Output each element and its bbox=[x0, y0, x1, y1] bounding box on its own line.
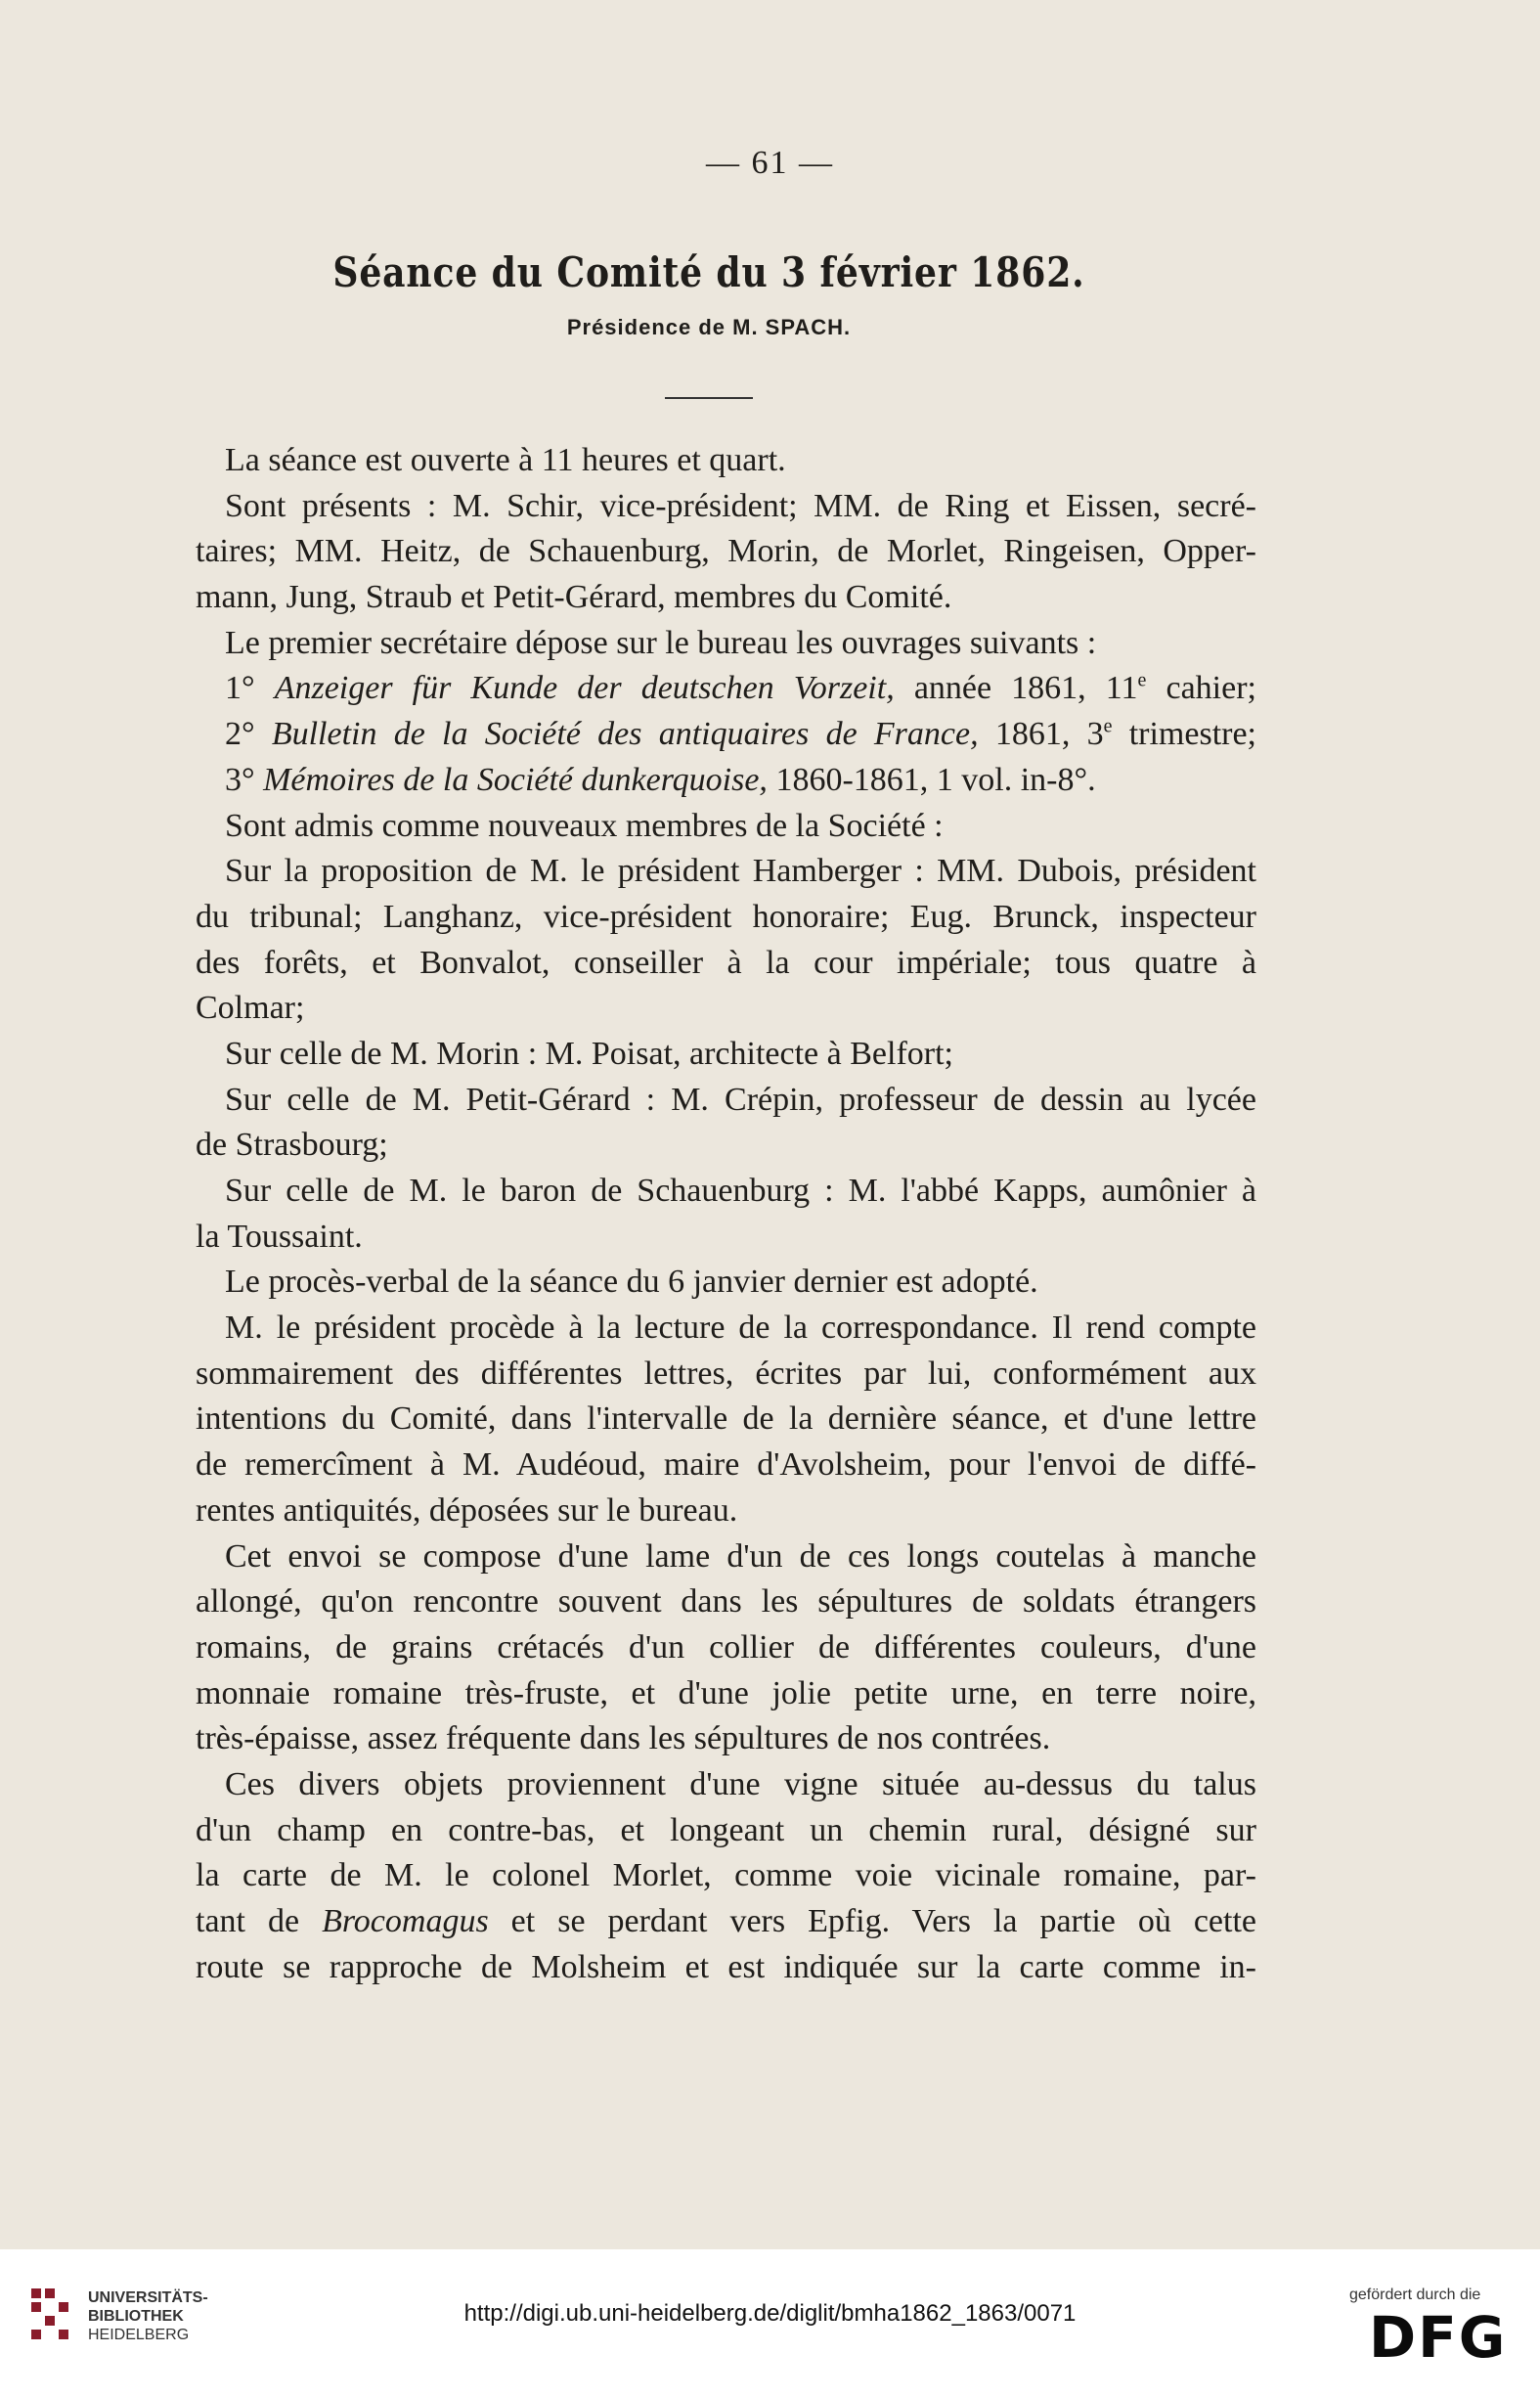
text-span: tant de bbox=[196, 1903, 323, 1939]
text-span: et se perdant vers Epfig. Vers la partie où cette bbox=[488, 1903, 1257, 1939]
text-line: mann, Jung, Straub et Petit-Gérard, membres du Comité. bbox=[196, 579, 952, 616]
text-line: la Toussaint. bbox=[196, 1218, 363, 1255]
text-line: Le premier secrétaire dépose sur le bureau les ouvrages suivants : bbox=[225, 624, 1097, 661]
body-text bbox=[196, 438, 1256, 1990]
italic-title: Bulletin de la Société des antiquaires de France, bbox=[271, 716, 979, 753]
text-span: année 1861, 11 bbox=[894, 670, 1138, 707]
text-span: 1860-1861, 1 vol. in-8°. bbox=[767, 761, 1096, 798]
session-subtitle: Présidence de M. SPACH. bbox=[566, 315, 852, 339]
text-line: la carte de M. le colonel Morlet, comme voie vicinale romaine, par- bbox=[196, 1857, 1256, 1894]
text-line: sommairement des différentes lettres, écrites par lui, conformément aux bbox=[196, 1354, 1256, 1392]
text-line bbox=[196, 712, 1256, 758]
separator-rule bbox=[665, 397, 753, 399]
text-line: Cet envoi se compose d'une lame d'un de ces longs coutelas à manche bbox=[225, 1537, 1256, 1575]
text-line: Colmar; bbox=[196, 990, 305, 1027]
page-number: — 61 — bbox=[706, 145, 834, 181]
text-line: romains, de grains crétacés d'un collier de différentes couleurs, d'une bbox=[196, 1628, 1256, 1665]
italic-title: Brocomagus bbox=[322, 1903, 489, 1939]
text-span: 2° bbox=[225, 716, 272, 753]
italic-title: Mémoires de la Société dunkerquoise, bbox=[263, 761, 768, 798]
institution-line: BIBLIOTHEK bbox=[88, 2308, 184, 2325]
text-line: de Strasbourg; bbox=[196, 1127, 388, 1164]
text-line: du tribunal; Langhanz, vice-président honoraire; Eug. Brunck, inspecteur bbox=[196, 898, 1256, 935]
text-span: cahier; bbox=[1146, 670, 1256, 707]
funding-label: gefördert durch die bbox=[1349, 2287, 1481, 2303]
superscript: e bbox=[1137, 670, 1147, 692]
text-span: trimestre; bbox=[1112, 716, 1256, 753]
text-span: 3° bbox=[225, 761, 264, 798]
text-line: Sur la proposition de M. le président Hamberger : MM. Dubois, président bbox=[225, 853, 1256, 890]
text-line: très-épaisse, assez fréquente dans les sépultures de nos contrées. bbox=[196, 1720, 1051, 1757]
text-line: intentions du Comité, dans l'intervalle de la dernière séance, et d'une lettre bbox=[196, 1400, 1256, 1438]
superscript: e bbox=[1103, 715, 1113, 737]
text-line: monnaie romaine très-fruste, et d'une jolie petite urne, en terre noire, bbox=[196, 1674, 1256, 1711]
text-line: des forêts, et Bonvalot, conseiller à la cour impériale; tous quatre à bbox=[196, 944, 1256, 981]
text-line: Sont présents : M. Schir, vice-président; MM. de Ring et Eissen, secré- bbox=[225, 487, 1256, 524]
source-url-link[interactable]: http://digi.ub.uni-heidelberg.de/diglit/bmha1862_1863/0071 bbox=[463, 2300, 1077, 2327]
institution-line: UNIVERSITÄTS- bbox=[88, 2289, 208, 2306]
dfg-logo: DFG bbox=[1369, 2304, 1508, 2371]
text-line: allongé, qu'on rencontre souvent dans les sépultures de soldats étrangers bbox=[196, 1583, 1256, 1621]
text-line bbox=[196, 666, 1256, 712]
session-title: Séance du Comité du 3 février 1862. bbox=[332, 248, 1085, 296]
text-span: 1861, 3 bbox=[978, 716, 1104, 753]
text-line: Sur celle de M. Morin : M. Poisat, architecte à Belfort; bbox=[225, 1035, 953, 1072]
text-line: rentes antiquités, déposées sur le bureau. bbox=[196, 1491, 738, 1529]
text-line: route se rapproche de Molsheim et est indiquée sur la carte comme in- bbox=[196, 1948, 1256, 1985]
text-line: Le procès-verbal de la séance du 6 janvier dernier est adopté. bbox=[225, 1264, 1038, 1301]
text-span: 1° bbox=[225, 670, 275, 707]
institution-line: HEIDELBERG bbox=[88, 2327, 190, 2343]
text-line: Ces divers objets proviennent d'une vigne située au-dessus du talus bbox=[225, 1765, 1256, 1802]
text-line: La séance est ouverte à 11 heures et quart. bbox=[225, 442, 786, 478]
italic-title: Anzeiger für Kunde der deutschen Vorzeit, bbox=[274, 670, 895, 707]
text-line: Sur celle de M. Petit-Gérard : M. Crépin, professeur de dessin au lycée bbox=[225, 1081, 1256, 1118]
text-line: d'un champ en contre-bas, et longeant un chemin rural, désigné sur bbox=[196, 1811, 1256, 1848]
text-line bbox=[196, 1899, 1256, 1945]
text-line: M. le président procède à la lecture de la correspondance. Il rend compte bbox=[225, 1310, 1256, 1347]
text-line: Sont admis comme nouveaux membres de la Société : bbox=[225, 807, 944, 844]
text-line: taires; MM. Heitz, de Schauenburg, Morin, de Morlet, Ringeisen, Opper- bbox=[196, 533, 1256, 570]
text-line: de remercîment à M. Audéoud, maire d'Avolsheim, pour l'envoi de diffé- bbox=[196, 1446, 1256, 1484]
text-line: Sur celle de M. le baron de Schauenburg : M. l'abbé Kapps, aumônier à bbox=[225, 1173, 1256, 1209]
text-line bbox=[196, 758, 1256, 804]
footer-bar bbox=[0, 2249, 1540, 2398]
